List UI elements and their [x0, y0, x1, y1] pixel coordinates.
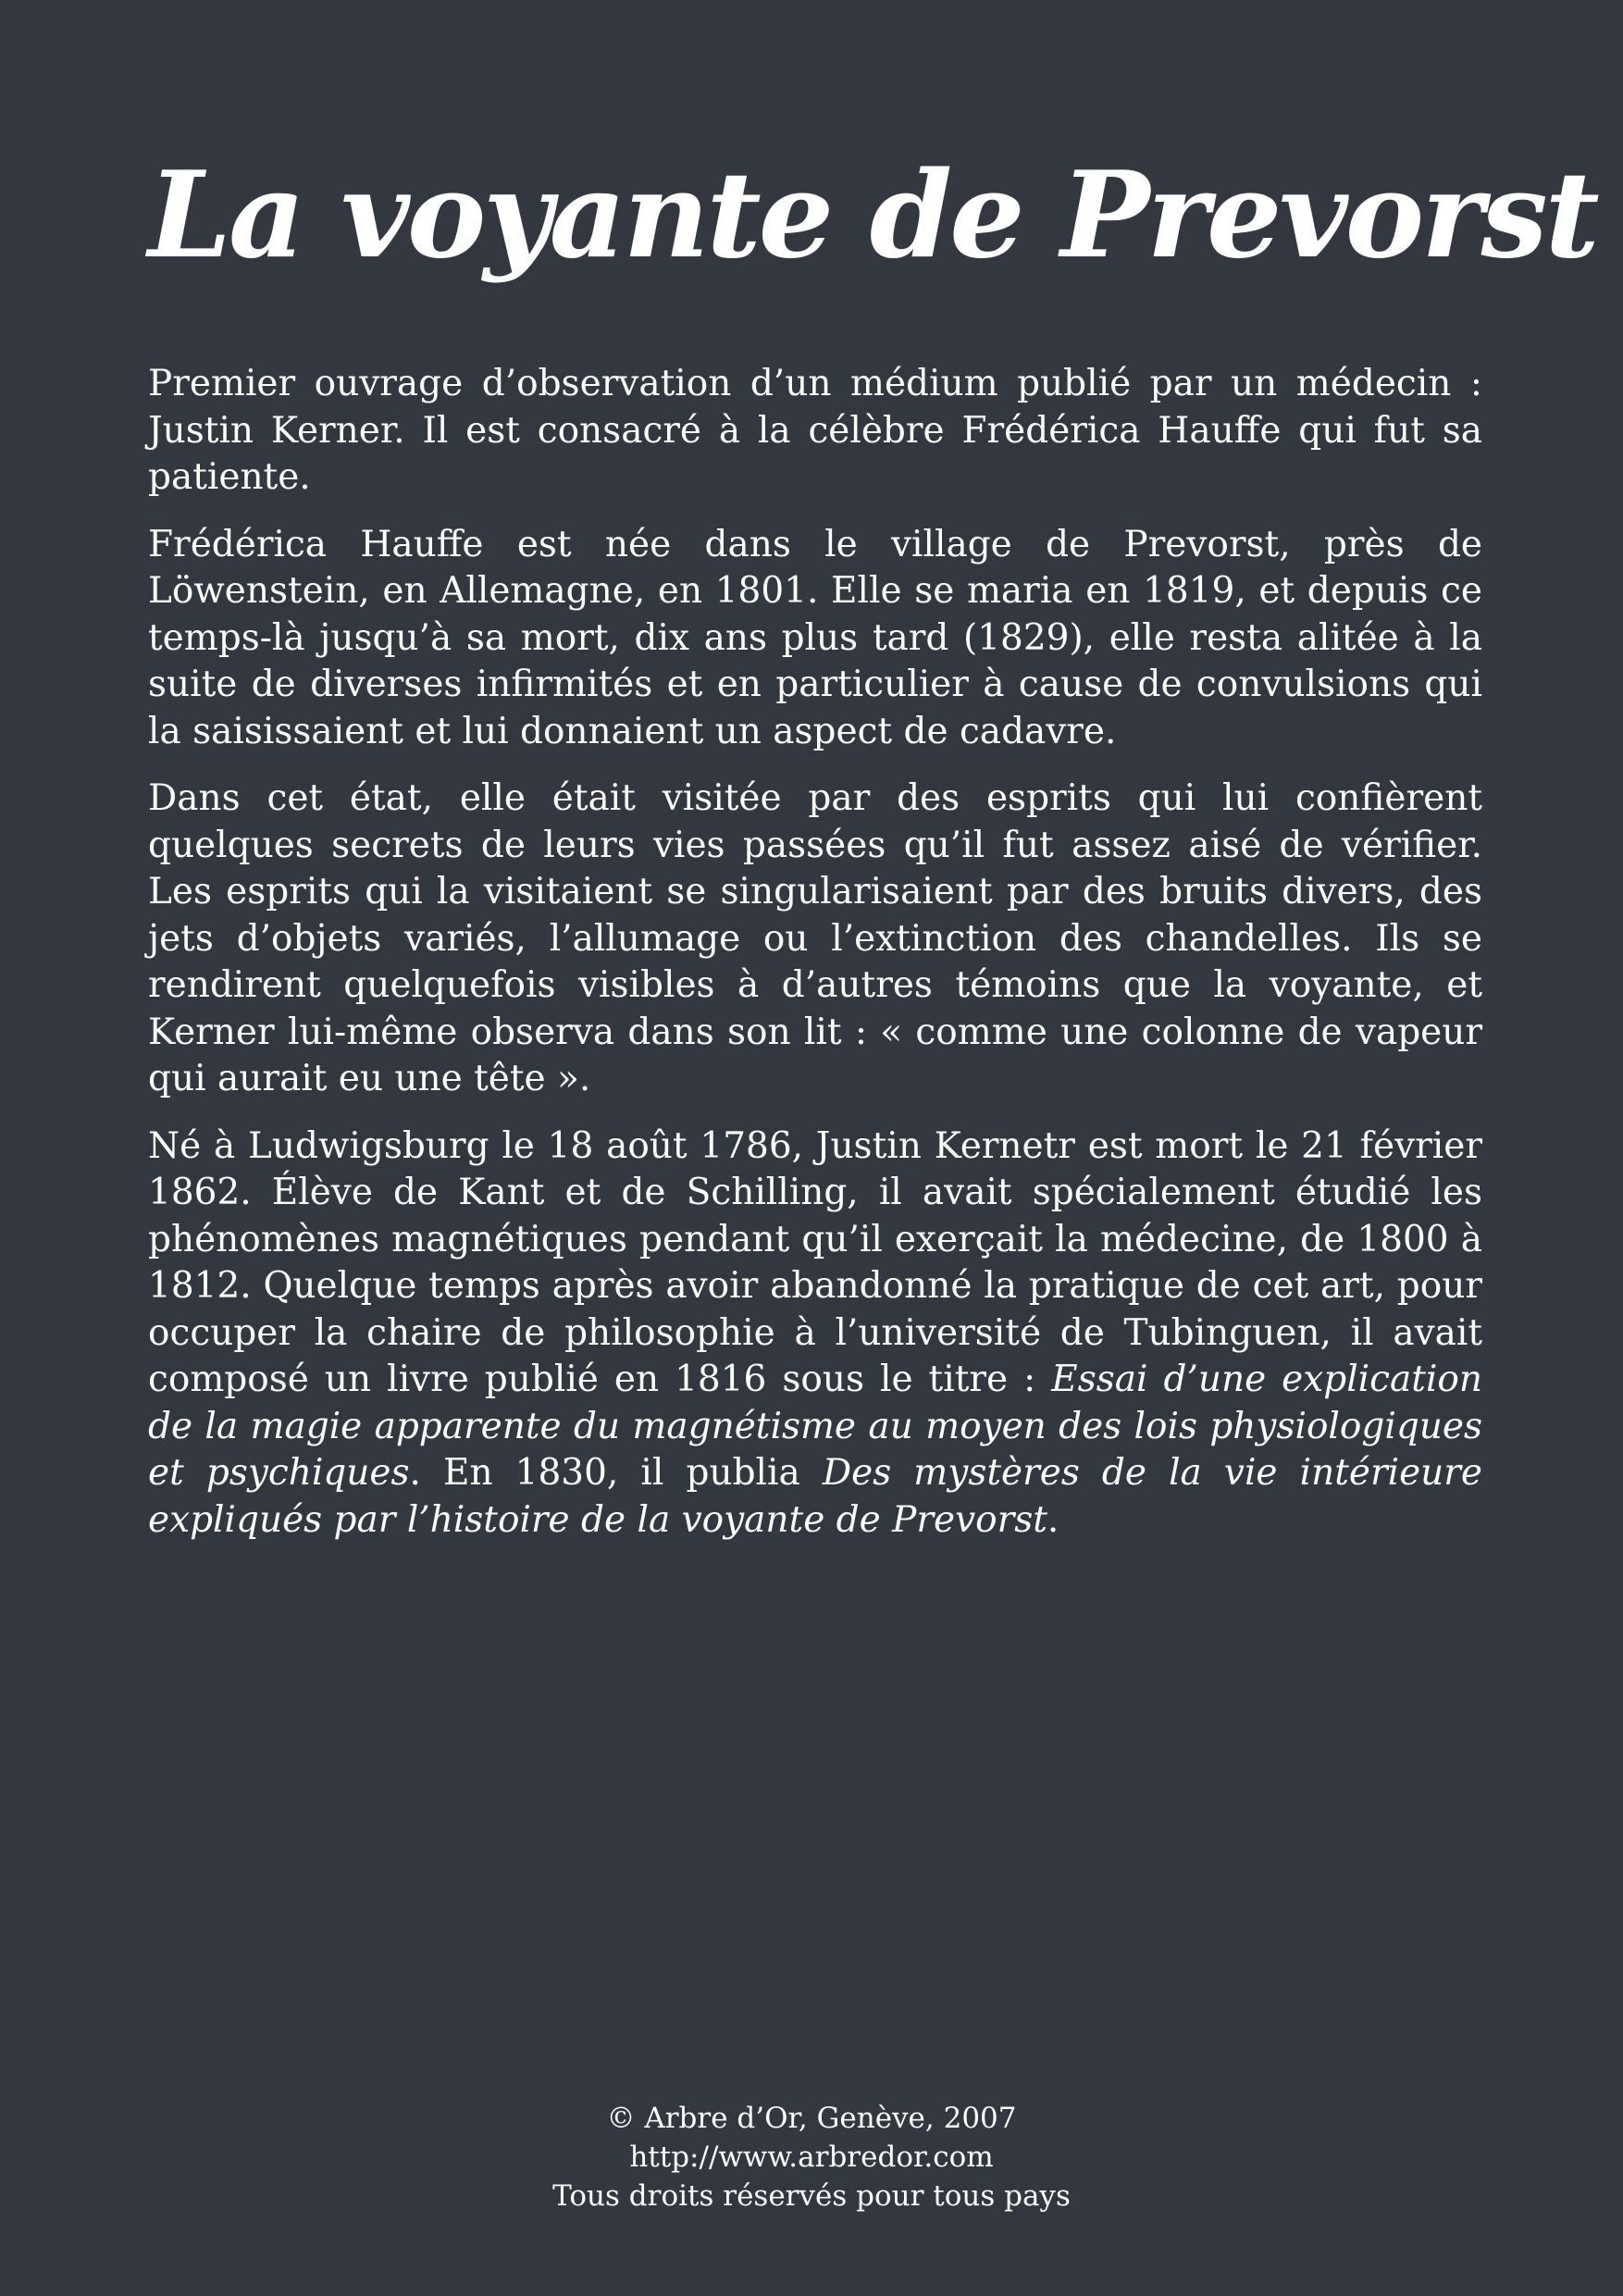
paragraph-biography: Frédérica Hauffe est née dans le village de Prevorst, près de Löwenstein, en Allemagne, en 1801. Elle se maria en 1819, et depuis ce temps-là jusqu’à sa mort, dix ans plus tard (1829), elle resta alitée à la suite de diverses infirmités et en particulier à cause de convulsions qui la saisissaient et lui donnaient un aspect de cadavre.	[148, 523, 1482, 752]
rights-line: Tous droits réservés pour tous pays	[552, 2179, 1071, 2213]
footer	[0, 2099, 1623, 2215]
copyright-line: © Arbre d’Or, Genève, 2007	[606, 2102, 1017, 2135]
author-text-part2: . En 1830, il publia	[409, 1452, 823, 1494]
paragraph-author	[148, 1123, 1482, 1545]
paragraph-spirits: Dans cet état, elle était visitée par des esprits qui lui confièrent quelques secrets de leurs vies passées qu’il fut assez aisé de vérifier. Les esprits qui la visitaient se singularisaient par des bruits divers, des jets d’objets variés, l’allumage ou l’extinction des chandelles. Ils se rendirent quelquefois visibles à d’autres témoins que la voyante, et Kerner lui-même observa dans son lit : « comme une colonne de vapeur qui aurait eu une tête ».	[148, 777, 1482, 1099]
author-text-part1: Né à Ludwigsburg le 18 août 1786, Justin Kernetr est mort le 21 février 1862. Élève de Kant et de Schilling, il avait spécialement étudié les phénomènes magnétiques pendant qu’il exerçait la médecine, de 1800 à 1812. Quelque temps après avoir abandonné la pratique de cet art, pour occuper la chaire de philosophie à l’université de Tubinguen, il avait composé un livre publié en 1816 sous le titre :	[148, 1124, 1482, 1400]
book-title-mysteres: Des mystères de la vie intérieure expliqués par l’histoire de la voyante de Prevorst	[148, 1452, 1482, 1541]
book-title-essai: Essai d’une explication de la magie apparente du magnétisme au moyen des lois physiologiques et psychiques	[148, 1359, 1482, 1494]
paragraph-intro: Premier ouvrage d’observation d’un médium publié par un médecin : Justin Kerner. Il est consacré à la célèbre Frédérica Hauffe qui fut sa patiente.	[148, 363, 1482, 498]
page-title: La voyante de Prevorst	[148, 146, 1597, 285]
author-text-part3: .	[1047, 1498, 1059, 1541]
website-link[interactable]: http://www.arbredor.com	[629, 2141, 994, 2174]
body-text	[148, 361, 1482, 1564]
